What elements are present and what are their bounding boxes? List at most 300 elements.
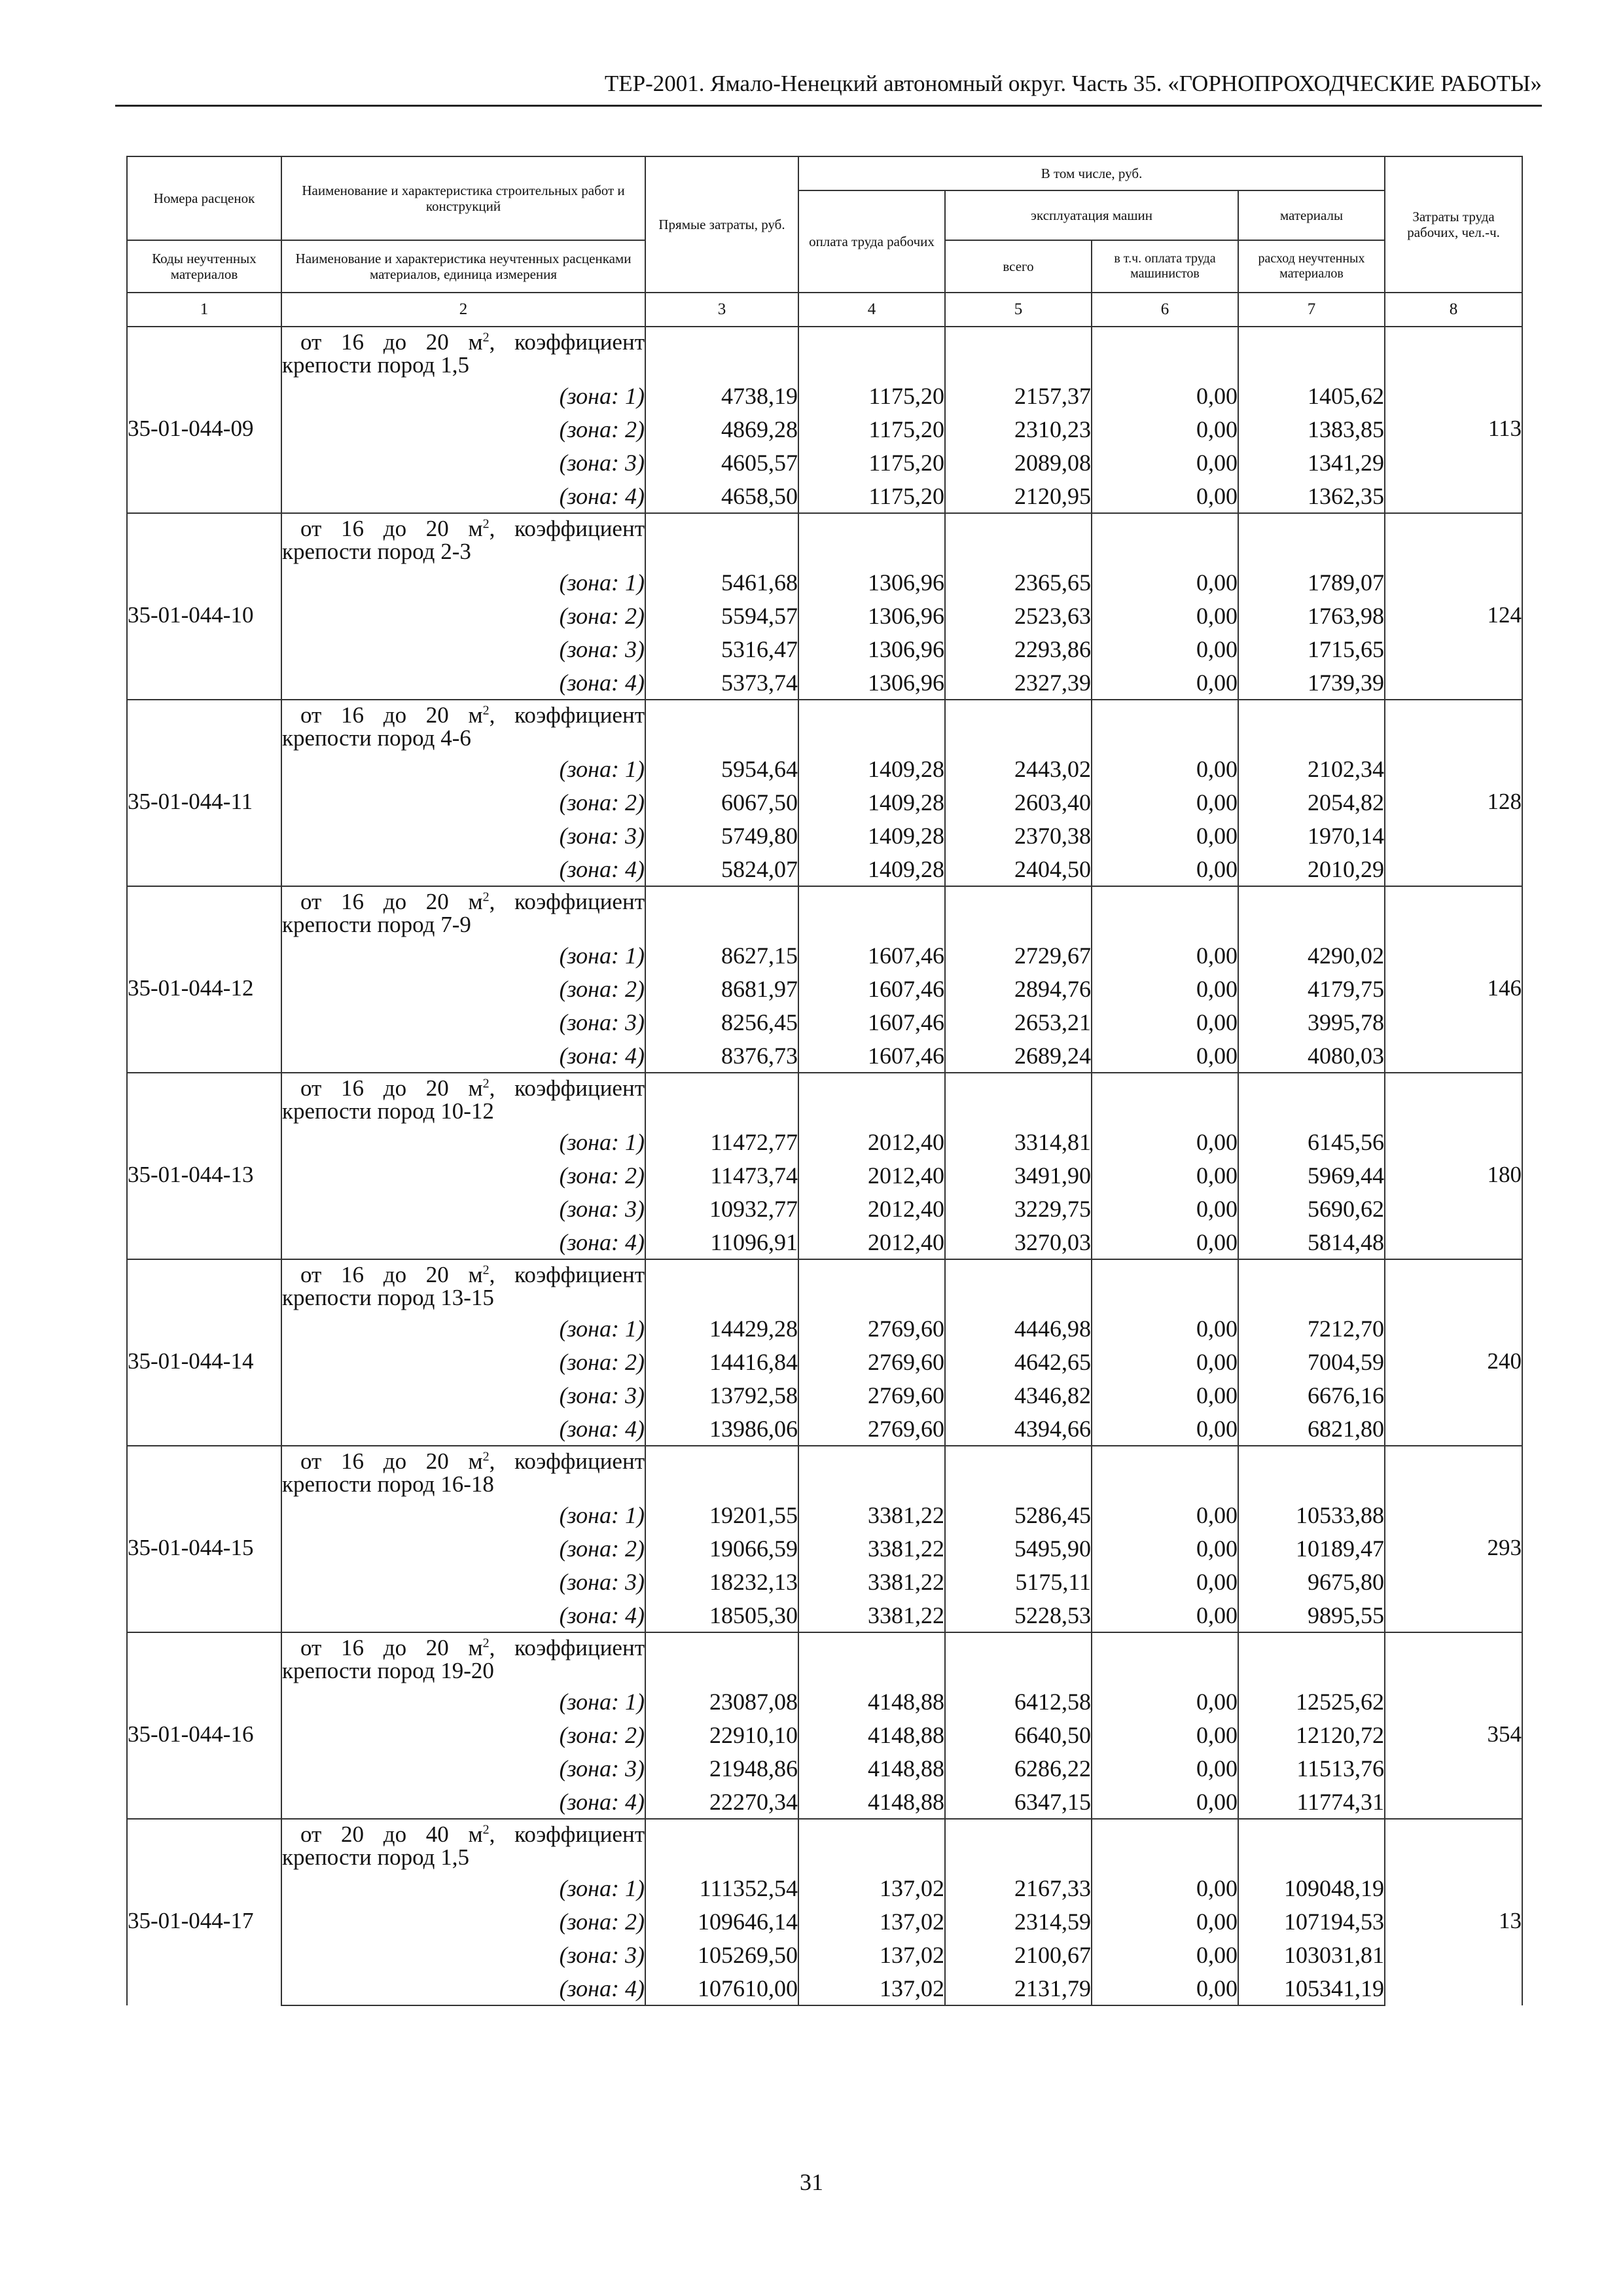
description-line: крепости пород 19-20 — [282, 1657, 494, 1683]
zone-row — [127, 1598, 1522, 1632]
value-wages: 1607,46 — [798, 939, 945, 972]
rate-code — [127, 1446, 281, 1632]
description-line — [282, 517, 645, 540]
value-operators: 0,00 — [1092, 752, 1238, 785]
col7-header: расход неучтенных материалов — [1238, 240, 1385, 293]
empty-cell — [798, 886, 945, 939]
value-operators: 0,00 — [1092, 1192, 1238, 1225]
zone-label: (зона: 3) — [281, 1192, 645, 1225]
zone-row — [127, 1498, 1522, 1532]
zone-row — [127, 1345, 1522, 1378]
value-wages: 3381,22 — [798, 1565, 945, 1598]
value-machines: 3314,81 — [945, 1125, 1092, 1158]
labor-cost — [1385, 513, 1522, 700]
zone-row — [127, 1532, 1522, 1565]
description-line — [282, 331, 645, 353]
zone-label: (зона: 1) — [281, 1498, 645, 1532]
value-operators: 0,00 — [1092, 632, 1238, 666]
value-direct: 109646,14 — [645, 1905, 798, 1938]
value-operators: 0,00 — [1092, 1938, 1238, 1971]
empty-cell — [1092, 1446, 1238, 1498]
description-text: , коэффициент — [489, 1075, 645, 1101]
zone-row — [127, 1378, 1522, 1412]
labor-cost — [1385, 886, 1522, 1073]
labor-cost — [1385, 1073, 1522, 1259]
value-wages: 1306,96 — [798, 565, 945, 599]
work-description — [281, 327, 645, 379]
zone-row — [127, 1685, 1522, 1718]
col1-header-top: Номера расценок — [127, 156, 281, 240]
value-materials: 1405,62 — [1238, 379, 1385, 412]
zone-label: (зона: 3) — [281, 1751, 645, 1785]
value-operators: 0,00 — [1092, 1785, 1238, 1819]
machines-header: эксплуатация машин — [945, 190, 1238, 240]
value-machines: 2689,24 — [945, 1039, 1092, 1073]
rates-table — [126, 156, 1523, 2006]
value-wages: 4148,88 — [798, 1685, 945, 1718]
zone-label: (зона: 1) — [281, 1871, 645, 1905]
value-direct: 19066,59 — [645, 1532, 798, 1565]
empty-cell — [645, 1446, 798, 1498]
empty-cell — [945, 327, 1092, 379]
zone-label: (зона: 3) — [281, 1378, 645, 1412]
value-operators: 0,00 — [1092, 1598, 1238, 1632]
unit-superscript: 2 — [482, 329, 490, 344]
description-line: крепости пород 1,5 — [282, 351, 469, 378]
value-operators: 0,00 — [1092, 1971, 1238, 2005]
description-text: , коэффициент — [489, 1634, 645, 1660]
description-text: , коэффициент — [489, 888, 645, 914]
rate-row — [127, 1446, 1522, 1498]
value-operators: 0,00 — [1092, 1039, 1238, 1073]
value-machines: 2404,50 — [945, 852, 1092, 886]
rate-row — [127, 513, 1522, 565]
empty-cell — [1092, 1819, 1238, 1871]
col2-header-top: Наименование и характеристика строительных работ и конструкций — [281, 156, 645, 240]
value-direct: 11096,91 — [645, 1225, 798, 1259]
value-materials: 105341,19 — [1238, 1971, 1385, 2005]
value-materials: 7004,59 — [1238, 1345, 1385, 1378]
description-line: крепости пород 2-3 — [282, 538, 471, 564]
value-materials: 5814,48 — [1238, 1225, 1385, 1259]
value-wages: 2012,40 — [798, 1125, 945, 1158]
zone-row — [127, 1785, 1522, 1819]
unit-superscript: 2 — [482, 516, 490, 531]
empty-cell — [945, 513, 1092, 565]
value-machines: 2894,76 — [945, 972, 1092, 1005]
running-header: ТЕР-2001. Ямало-Ненецкий автономный округ. Часть 35. «ГОРНОПРОХОДЧЕСКИЕ РАБОТЫ» — [604, 71, 1542, 96]
col8-header: Затраты труда рабочих, чел.-ч. — [1385, 156, 1522, 293]
rate-code-text: 35-01-044-10 — [128, 601, 254, 628]
unit-superscript: 2 — [482, 1635, 490, 1650]
description-text: , коэффициент — [489, 1821, 645, 1847]
value-operators: 0,00 — [1092, 1685, 1238, 1718]
zone-row — [127, 599, 1522, 632]
zone-label: (зона: 1) — [281, 1312, 645, 1345]
empty-cell — [945, 700, 1092, 752]
value-operators: 0,00 — [1092, 1125, 1238, 1158]
value-machines: 5175,11 — [945, 1565, 1092, 1598]
value-direct: 6067,50 — [645, 785, 798, 819]
value-direct: 10932,77 — [645, 1192, 798, 1225]
empty-cell — [798, 1632, 945, 1685]
description-text: от 16 до 20 м — [300, 329, 483, 355]
group-header: В том числе, руб. — [798, 156, 1385, 190]
value-direct: 19201,55 — [645, 1498, 798, 1532]
zone-row — [127, 1158, 1522, 1192]
value-materials: 6821,80 — [1238, 1412, 1385, 1446]
value-materials: 5690,62 — [1238, 1192, 1385, 1225]
zone-row — [127, 1871, 1522, 1905]
description-text: от 16 до 20 м — [300, 1261, 483, 1287]
empty-cell — [798, 1819, 945, 1871]
unit-superscript: 2 — [482, 1448, 490, 1463]
description-text: , коэффициент — [489, 1448, 645, 1474]
value-operators: 0,00 — [1092, 446, 1238, 479]
value-operators: 0,00 — [1092, 1345, 1238, 1378]
rate-code-text: 35-01-044-12 — [128, 975, 254, 1001]
value-direct: 8376,73 — [645, 1039, 798, 1073]
value-direct: 14429,28 — [645, 1312, 798, 1345]
empty-cell — [798, 1073, 945, 1125]
value-materials: 9675,80 — [1238, 1565, 1385, 1598]
value-direct: 22270,34 — [645, 1785, 798, 1819]
value-direct: 18505,30 — [645, 1598, 798, 1632]
value-wages: 137,02 — [798, 1871, 945, 1905]
empty-cell — [1092, 513, 1238, 565]
empty-cell — [1092, 1259, 1238, 1312]
value-wages: 1175,20 — [798, 446, 945, 479]
labor-cost-value: 240 — [1487, 1348, 1522, 1374]
rate-row — [127, 327, 1522, 379]
page-number: 31 — [800, 2169, 823, 2195]
value-direct: 4738,19 — [645, 379, 798, 412]
empty-cell — [945, 1073, 1092, 1125]
description-line: крепости пород 13-15 — [282, 1284, 494, 1310]
value-operators: 0,00 — [1092, 1498, 1238, 1532]
zone-label: (зона: 2) — [281, 1532, 645, 1565]
value-direct: 5461,68 — [645, 565, 798, 599]
empty-cell — [945, 1259, 1092, 1312]
value-machines: 2327,39 — [945, 666, 1092, 700]
value-operators: 0,00 — [1092, 1005, 1238, 1039]
description-text: от 16 до 20 м — [300, 1075, 483, 1101]
zone-row — [127, 565, 1522, 599]
value-operators: 0,00 — [1092, 1871, 1238, 1905]
col2-header-bottom: Наименование и характеристика неучтенных расценками материалов, единица измерения — [281, 240, 645, 293]
description-line — [282, 1823, 645, 1846]
empty-cell — [645, 1073, 798, 1125]
value-direct: 18232,13 — [645, 1565, 798, 1598]
empty-cell — [798, 1446, 945, 1498]
rate-code — [127, 1073, 281, 1259]
zone-row — [127, 1938, 1522, 1971]
value-materials: 4290,02 — [1238, 939, 1385, 972]
empty-cell — [798, 700, 945, 752]
empty-cell — [798, 513, 945, 565]
value-direct: 21948,86 — [645, 1751, 798, 1785]
zone-row — [127, 479, 1522, 513]
value-materials: 11774,31 — [1238, 1785, 1385, 1819]
value-materials: 11513,76 — [1238, 1751, 1385, 1785]
value-machines: 2523,63 — [945, 599, 1092, 632]
column-number: 5 — [945, 293, 1092, 327]
value-materials: 10189,47 — [1238, 1532, 1385, 1565]
value-operators: 0,00 — [1092, 1532, 1238, 1565]
zone-label: (зона: 4) — [281, 479, 645, 513]
value-wages: 137,02 — [798, 1938, 945, 1971]
value-machines: 6640,50 — [945, 1718, 1092, 1751]
header-rule — [115, 105, 1542, 107]
value-machines: 2293,86 — [945, 632, 1092, 666]
value-materials: 1715,65 — [1238, 632, 1385, 666]
empty-cell — [945, 1819, 1092, 1871]
work-description — [281, 886, 645, 939]
rate-code-text: 35-01-044-09 — [128, 415, 254, 441]
zone-label: (зона: 1) — [281, 379, 645, 412]
rate-code — [127, 327, 281, 513]
zone-label: (зона: 1) — [281, 752, 645, 785]
value-materials: 12120,72 — [1238, 1718, 1385, 1751]
description-line — [282, 1450, 645, 1473]
zone-label: (зона: 1) — [281, 1685, 645, 1718]
value-materials: 107194,53 — [1238, 1905, 1385, 1938]
rate-row — [127, 1819, 1522, 1871]
value-materials: 1383,85 — [1238, 412, 1385, 446]
value-wages: 1607,46 — [798, 1005, 945, 1039]
value-operators: 0,00 — [1092, 785, 1238, 819]
value-direct: 11472,77 — [645, 1125, 798, 1158]
zone-row — [127, 666, 1522, 700]
column-number: 7 — [1238, 293, 1385, 327]
empty-cell — [1092, 886, 1238, 939]
work-description — [281, 1632, 645, 1685]
col1-header-bottom: Коды неучтенных материалов — [127, 240, 281, 293]
labor-cost — [1385, 327, 1522, 513]
zone-label: (зона: 1) — [281, 939, 645, 972]
work-description — [281, 700, 645, 752]
zone-label: (зона: 3) — [281, 819, 645, 852]
work-description — [281, 1446, 645, 1498]
value-wages: 1409,28 — [798, 819, 945, 852]
column-number: 4 — [798, 293, 945, 327]
work-description — [281, 1259, 645, 1312]
value-wages: 4148,88 — [798, 1751, 945, 1785]
rate-code — [127, 700, 281, 886]
labor-cost — [1385, 1819, 1522, 2005]
rate-code-text: 35-01-044-13 — [128, 1161, 254, 1187]
value-wages: 2769,60 — [798, 1312, 945, 1345]
value-wages: 1175,20 — [798, 412, 945, 446]
value-wages: 3381,22 — [798, 1498, 945, 1532]
zone-label: (зона: 2) — [281, 1718, 645, 1751]
value-machines: 2314,59 — [945, 1905, 1092, 1938]
rate-code-text: 35-01-044-11 — [128, 788, 253, 814]
value-operators: 0,00 — [1092, 939, 1238, 972]
value-machines: 2729,67 — [945, 939, 1092, 972]
description-text: от 16 до 20 м — [300, 1448, 483, 1474]
value-machines: 2653,21 — [945, 1005, 1092, 1039]
description-line — [282, 890, 645, 913]
unit-superscript: 2 — [482, 1075, 490, 1090]
zone-label: (зона: 4) — [281, 852, 645, 886]
value-machines: 6286,22 — [945, 1751, 1092, 1785]
value-machines: 4642,65 — [945, 1345, 1092, 1378]
empty-cell — [1238, 886, 1385, 939]
labor-cost-value: 354 — [1487, 1721, 1522, 1747]
description-text: , коэффициент — [489, 702, 645, 728]
value-operators: 0,00 — [1092, 1158, 1238, 1192]
empty-cell — [645, 886, 798, 939]
empty-cell — [1092, 1073, 1238, 1125]
zone-label: (зона: 1) — [281, 1125, 645, 1158]
value-operators: 0,00 — [1092, 1751, 1238, 1785]
zone-label: (зона: 4) — [281, 1225, 645, 1259]
labor-cost-value: 293 — [1487, 1534, 1522, 1560]
value-direct: 4658,50 — [645, 479, 798, 513]
value-materials: 1739,39 — [1238, 666, 1385, 700]
zone-label: (зона: 3) — [281, 632, 645, 666]
value-materials: 9895,55 — [1238, 1598, 1385, 1632]
zone-row — [127, 1039, 1522, 1073]
description-text: от 16 до 20 м — [300, 702, 483, 728]
column-number: 8 — [1385, 293, 1522, 327]
empty-cell — [1238, 513, 1385, 565]
empty-cell — [645, 1819, 798, 1871]
value-materials: 109048,19 — [1238, 1871, 1385, 1905]
value-machines: 2100,67 — [945, 1938, 1092, 1971]
value-wages: 1175,20 — [798, 479, 945, 513]
labor-cost-value: 124 — [1487, 601, 1522, 628]
column-number: 3 — [645, 293, 798, 327]
zone-row — [127, 1905, 1522, 1938]
empty-cell — [1238, 327, 1385, 379]
description-line: крепости пород 10-12 — [282, 1098, 494, 1124]
labor-cost-value: 146 — [1487, 975, 1522, 1001]
zone-row — [127, 1225, 1522, 1259]
rate-code — [127, 886, 281, 1073]
value-direct: 13792,58 — [645, 1378, 798, 1412]
empty-cell — [645, 513, 798, 565]
description-line — [282, 1263, 645, 1286]
rate-code-text: 35-01-044-17 — [128, 1908, 254, 1933]
value-direct: 5373,74 — [645, 666, 798, 700]
value-wages: 1607,46 — [798, 1039, 945, 1073]
empty-cell — [645, 1632, 798, 1685]
empty-cell — [1238, 1259, 1385, 1312]
value-operators: 0,00 — [1092, 852, 1238, 886]
rate-row — [127, 1073, 1522, 1125]
description-text: от 16 до 20 м — [300, 515, 483, 541]
value-direct: 11473,74 — [645, 1158, 798, 1192]
value-wages: 2769,60 — [798, 1378, 945, 1412]
value-machines: 3229,75 — [945, 1192, 1092, 1225]
zone-label: (зона: 2) — [281, 972, 645, 1005]
zone-row — [127, 752, 1522, 785]
zone-label: (зона: 2) — [281, 1905, 645, 1938]
zone-label: (зона: 4) — [281, 1039, 645, 1073]
zone-row — [127, 939, 1522, 972]
value-operators: 0,00 — [1092, 565, 1238, 599]
zone-row — [127, 852, 1522, 886]
value-wages: 4148,88 — [798, 1718, 945, 1751]
value-direct: 14416,84 — [645, 1345, 798, 1378]
value-machines: 5228,53 — [945, 1598, 1092, 1632]
zone-row — [127, 632, 1522, 666]
column-number: 1 — [127, 293, 281, 327]
value-operators: 0,00 — [1092, 412, 1238, 446]
empty-cell — [1238, 1819, 1385, 1871]
description-line — [282, 704, 645, 726]
description-line — [282, 1636, 645, 1659]
rate-code-text: 35-01-044-15 — [128, 1534, 254, 1560]
empty-cell — [1238, 700, 1385, 752]
empty-cell — [645, 1259, 798, 1312]
value-operators: 0,00 — [1092, 1378, 1238, 1412]
value-materials: 1362,35 — [1238, 479, 1385, 513]
zone-label: (зона: 2) — [281, 599, 645, 632]
value-wages: 137,02 — [798, 1971, 945, 2005]
labor-cost — [1385, 700, 1522, 886]
value-machines: 2365,65 — [945, 565, 1092, 599]
value-materials: 7212,70 — [1238, 1312, 1385, 1345]
zone-row — [127, 785, 1522, 819]
value-wages: 2769,60 — [798, 1412, 945, 1446]
value-operators: 0,00 — [1092, 1905, 1238, 1938]
value-direct: 23087,08 — [645, 1685, 798, 1718]
value-operators: 0,00 — [1092, 1225, 1238, 1259]
unit-superscript: 2 — [482, 1821, 490, 1837]
zone-row — [127, 446, 1522, 479]
value-materials: 2102,34 — [1238, 752, 1385, 785]
zone-row — [127, 972, 1522, 1005]
empty-cell — [645, 700, 798, 752]
zone-row — [127, 819, 1522, 852]
value-direct: 4605,57 — [645, 446, 798, 479]
value-materials: 2010,29 — [1238, 852, 1385, 886]
col3-header: Прямые затраты, руб. — [645, 156, 798, 293]
value-operators: 0,00 — [1092, 819, 1238, 852]
description-line: крепости пород 7-9 — [282, 911, 471, 937]
unit-superscript: 2 — [482, 702, 490, 717]
value-direct: 105269,50 — [645, 1938, 798, 1971]
work-description — [281, 513, 645, 565]
description-text: , коэффициент — [489, 515, 645, 541]
rate-code-text: 35-01-044-16 — [128, 1721, 254, 1747]
value-materials: 2054,82 — [1238, 785, 1385, 819]
value-materials: 1341,29 — [1238, 446, 1385, 479]
description-line: крепости пород 1,5 — [282, 1844, 469, 1870]
value-operators: 0,00 — [1092, 379, 1238, 412]
value-wages: 4148,88 — [798, 1785, 945, 1819]
unit-superscript: 2 — [482, 889, 490, 904]
zone-row — [127, 379, 1522, 412]
labor-cost — [1385, 1632, 1522, 1819]
work-description — [281, 1819, 645, 1871]
column-number: 2 — [281, 293, 645, 327]
zone-label: (зона: 4) — [281, 1785, 645, 1819]
value-operators: 0,00 — [1092, 1412, 1238, 1446]
empty-cell — [945, 886, 1092, 939]
description-text: от 16 до 20 м — [300, 888, 483, 914]
zone-row — [127, 1751, 1522, 1785]
value-machines: 2167,33 — [945, 1871, 1092, 1905]
value-wages: 1409,28 — [798, 852, 945, 886]
zone-label: (зона: 2) — [281, 412, 645, 446]
value-direct: 8681,97 — [645, 972, 798, 1005]
value-wages: 1409,28 — [798, 785, 945, 819]
value-materials: 1763,98 — [1238, 599, 1385, 632]
